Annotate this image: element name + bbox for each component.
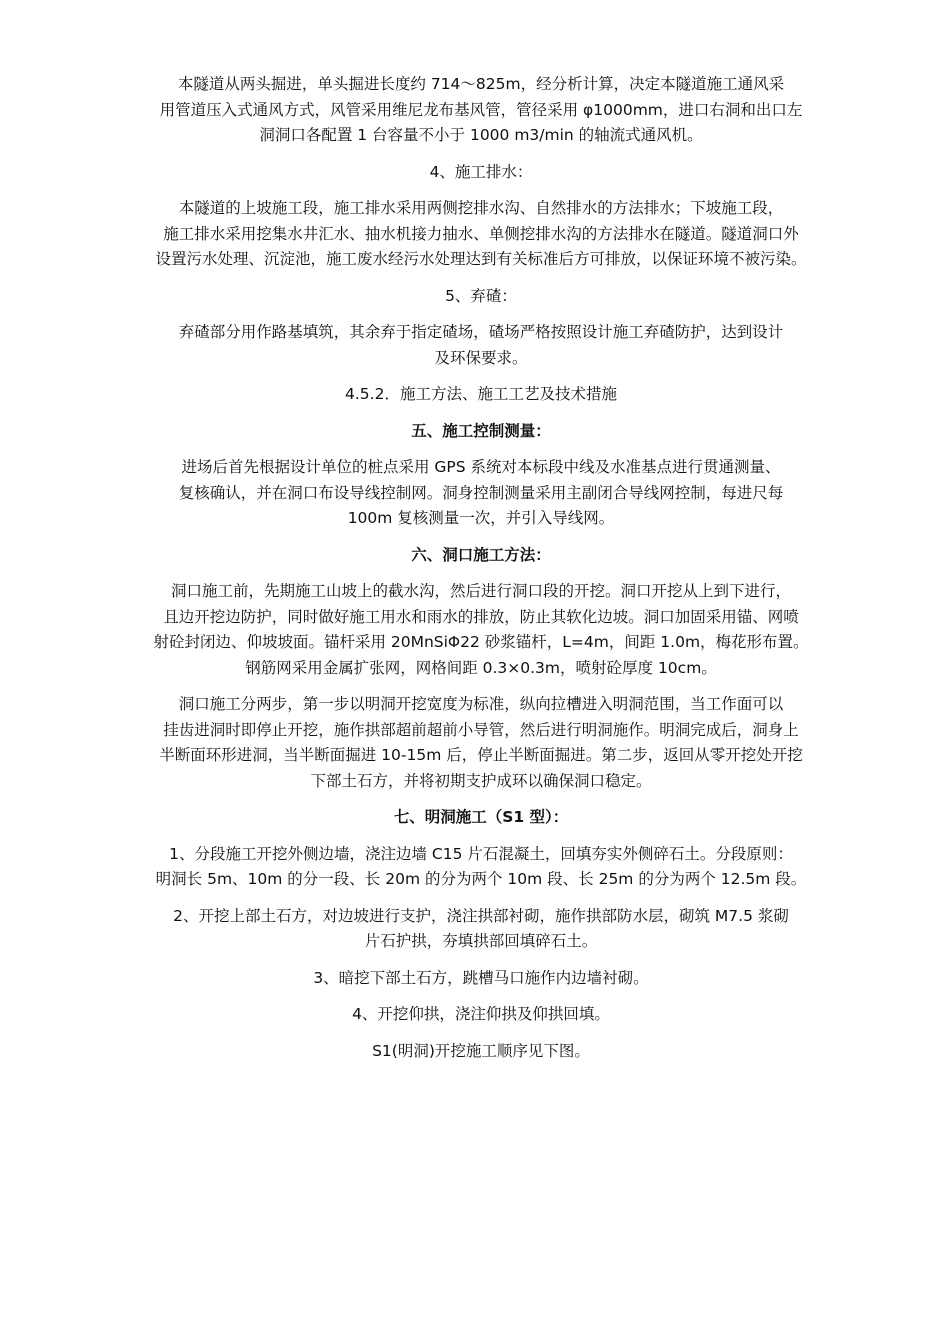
heading-portal-construction bbox=[88, 543, 874, 569]
section-heading-methods bbox=[88, 382, 874, 408]
text-line: 4、开挖仰拱，浇注仰拱及仰拱回填。 bbox=[352, 1005, 610, 1023]
text-line: 及环保要求。 bbox=[434, 348, 528, 367]
text-line: 且边开挖边防护，同时做好施工用水和雨水的排放，防止其软化边坡。洞口加固采用锚、网喷 bbox=[163, 607, 799, 626]
paragraph-ventilation bbox=[88, 72, 874, 149]
paragraph-step-4 bbox=[88, 1002, 874, 1028]
text-line: 洞口施工前，先期施工山坡上的截水沟，然后进行洞口段的开挖。洞口开挖从上到下进行， bbox=[170, 582, 791, 600]
text-line: 2、开挖上部土石方，对边坡进行支护，浇注拱部衬砌，施作拱部防水层，砌筑 M7.5 浆砌 bbox=[173, 906, 789, 925]
text-line: 弃碴部分用作路基填筑，其余弃于指定碴场，碴场严格按照设计施工弃碴防护，达到设计 bbox=[178, 323, 784, 341]
paragraph-step-2 bbox=[88, 904, 874, 955]
heading-open-cut-tunnel bbox=[88, 805, 874, 831]
text-line: 挂齿进洞时即停止开挖，施作拱部超前超前小导管，然后进行明洞施作。明洞完成后，洞身上 bbox=[163, 720, 799, 739]
text-line: 片石护拱，夯填拱部回填碎石土。 bbox=[364, 932, 598, 950]
heading-control-survey bbox=[88, 419, 874, 445]
paragraph-control-survey bbox=[88, 455, 874, 532]
text-line: 用管道压入式通风方式，风管采用维尼龙布基风管，管径采用 φ1000mm，进口右洞和出口左 bbox=[159, 100, 803, 119]
text-line: 洞口施工分两步，第一步以明洞开挖宽度为标准，纵向拉槽进入明洞范围，当工作面可以 bbox=[178, 695, 784, 713]
paragraph-spoil bbox=[88, 320, 874, 371]
text-line: 复核确认，并在洞口布设导线控制网。洞身控制测量采用主副闭合导线网控制，每进尺每 bbox=[178, 483, 784, 502]
paragraph-portal-1 bbox=[88, 579, 874, 681]
text-line: 半断面环形进洞，当半断面掘进 10-15m 后，停止半断面掘进。第二步，返回从零开挖处开挖 bbox=[159, 746, 803, 764]
text-line: 5、弃碴： bbox=[445, 286, 517, 305]
heading-drainage bbox=[88, 160, 874, 186]
text-line: 六、洞口施工方法： bbox=[411, 545, 551, 564]
text-line: S1(明洞)开挖施工顺序见下图。 bbox=[372, 1041, 590, 1060]
text-line: 施工排水采用挖集水井汇水、抽水机接力抽水、单侧挖排水沟的方法排水在隧道。隧道洞口外 bbox=[163, 224, 799, 243]
text-line: 五、施工控制测量： bbox=[411, 421, 551, 440]
text-line: 本隧道的上坡施工段，施工排水采用两侧挖排水沟、自然排水的方法排水；下坡施工段， bbox=[178, 199, 784, 217]
text-line: 4、施工排水： bbox=[429, 162, 533, 181]
text-line: 下部土石方，并将初期支护成环以确保洞口稳定。 bbox=[310, 771, 652, 790]
paragraph-portal-2 bbox=[88, 692, 874, 794]
text-line: 进场后首先根据设计单位的桩点采用 GPS 系统对本标段中线及水准基点进行贯通测量、 bbox=[181, 458, 781, 476]
text-line: 100m 复核测量一次，并引入导线网。 bbox=[347, 509, 615, 527]
text-line: 本隧道从两头掘进，单头掘进长度约 714～825m，经分析计算，决定本隧道施工通风采 bbox=[177, 75, 785, 93]
text-line: 射砼封闭边、仰坡坡面。锚杆采用 20MnSiΦ22 砂浆锚杆，L=4m，间距 1.0m，梅花形布置。 bbox=[153, 633, 809, 651]
text-line: 钢筋网采用金属扩张网，网格间距 0.3×0.3m，喷射砼厚度 10cm。 bbox=[245, 658, 717, 677]
paragraph-drainage bbox=[88, 196, 874, 273]
text-line: 1、分段施工开挖外侧边墙，浇注边墙 C15 片石混凝土，回填夯实外侧碎石土。分段原则： bbox=[169, 844, 793, 863]
heading-spoil bbox=[88, 284, 874, 310]
text-line: 七、明洞施工（S1 型）： bbox=[393, 808, 569, 826]
document-page bbox=[88, 72, 874, 1064]
paragraph-figure-reference bbox=[88, 1039, 874, 1065]
paragraph-step-3 bbox=[88, 966, 874, 992]
text-line: 4.5.2．施工方法、施工工艺及技术措施 bbox=[345, 385, 617, 403]
text-line: 洞洞口各配置 1 台容量不小于 1000 m3/min 的轴流式通风机。 bbox=[259, 126, 703, 144]
text-line: 明洞长 5m、10m 的分一段、长 20m 的分为两个 10m 段、长 25m 的分为两个 12.5m 段。 bbox=[155, 870, 807, 888]
paragraph-step-1 bbox=[88, 842, 874, 893]
text-line: 3、暗挖下部土石方，跳槽马口施作内边墙衬砌。 bbox=[313, 968, 649, 987]
text-line: 设置污水处理、沉淀池，施工废水经污水处理达到有关标准后方可排放，以保证环境不被污染。 bbox=[155, 250, 807, 268]
